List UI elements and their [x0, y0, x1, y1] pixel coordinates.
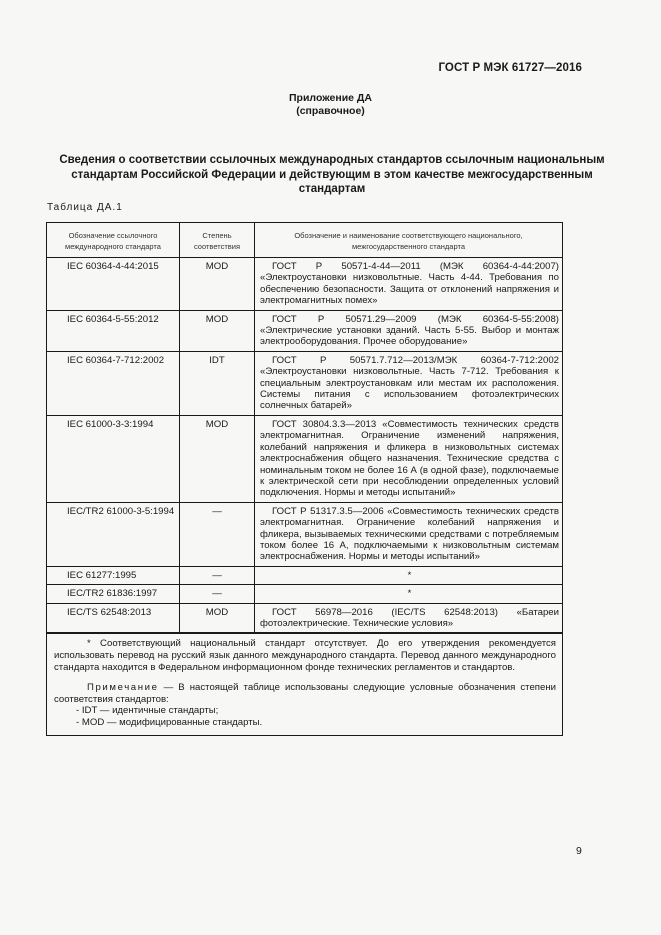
- cell-degree: —: [180, 585, 255, 602]
- note-mod-line: - MOD — модифицированные стандарты.: [76, 716, 263, 728]
- appendix-subtitle: (справочное): [296, 105, 365, 117]
- note-paragraph: [54, 682, 556, 705]
- cell-degree: MOD: [180, 604, 255, 633]
- table-row: [47, 258, 562, 311]
- cell-reference: IEC/TR2 61000-3-5:1994: [47, 503, 180, 566]
- cell-national: ГОСТ Р 50571.29—2009 (МЭК 60364-5-55:2008) «Электрические установки зданий. Часть 5-55. Выбор и монтаж электрооборудования. Прочее оборудование»: [260, 313, 559, 348]
- standard-designation: ГОСТ Р МЭК 61727—2016: [438, 62, 582, 74]
- table-caption: Таблица ДА.1: [47, 202, 123, 213]
- cell-degree: IDT: [180, 352, 255, 415]
- cell-reference: IEC 60364-5-55:2012: [47, 311, 180, 351]
- cell-degree: —: [180, 503, 255, 566]
- cell-national: ГОСТ 30804.3.3—2013 «Совместимость технических средств электромагнитная. Ограничение изменений напряжения, колебаний напряжения и фликера в низковольтных системах электроснабжения общего назначения. Технические средства с номинальным током не более 16 А (в одной фазе), подключаемые к электрической сети при несоблюдении определенных условий подключения. Нормы и методы испытаний»: [260, 418, 559, 499]
- cell-national: ГОСТ Р 50571.7.712—2013/МЭК 60364-7-712:2002 «Электроустановки низковольтные. Часть 7-712. Требования к специальным электроустановкам или местам их расположения. Системы питания с использованием фотоэлектрических солнечных батарей»: [260, 354, 559, 412]
- cell-national: ГОСТ Р 50571-4-44—2011 (МЭК 60364-4-44:2007) «Электроустановки низковольтные. Часть 4-44. Требования по обеспечению безопасности. Защита от отклонений напряжения и электромагнитных помех»: [260, 261, 559, 307]
- page-number: 9: [576, 845, 582, 857]
- table-row: [47, 585, 562, 603]
- cell-reference: IEC 60364-7-712:2002: [47, 352, 180, 415]
- cell-degree: MOD: [180, 416, 255, 502]
- appendix-title: Приложение ДА: [289, 92, 372, 104]
- table-row: [47, 416, 562, 503]
- note-idt-line: - IDT — идентичные стандарты;: [76, 705, 219, 717]
- table-row: [47, 604, 562, 633]
- document-title: Сведения о соответствии ссылочных международных стандартов ссылочным национальным стандартам Российской Федерации и действующим в этом качестве межгосударственным стандартам: [59, 154, 605, 195]
- cell-reference: IEC/TS 62548:2013: [47, 604, 180, 633]
- cell-reference: IEC/TR2 61836:1997: [47, 585, 180, 602]
- appendix-heading: [0, 92, 661, 118]
- table-row: [47, 352, 562, 416]
- table-row: [47, 567, 562, 585]
- table-header-row: [47, 223, 562, 258]
- cell-reference: IEC 61000-3-3:1994: [47, 416, 180, 502]
- footnote-star-text: * Соответствующий национальный стандарт отсутствует. До его утверждения рекомендуется использовать перевод на русский язык данного международного стандарта. Перевод данного международного стандарта находится в Федеральном информационном фонде технических регламентов и стандартов.: [54, 638, 556, 673]
- table-footnote: [47, 632, 562, 734]
- table-row: [47, 503, 562, 567]
- note-text: — В настоящей таблице использованы следующие условные обозначения степени соответствия стандартов:: [54, 682, 556, 705]
- cell-degree: MOD: [180, 258, 255, 310]
- header-national-standard: Обозначение и наименование соответствующего национального, межгосударственного стандарта: [294, 230, 523, 251]
- note-label: Примечание: [87, 682, 159, 694]
- table-row: [47, 311, 562, 352]
- cell-degree: —: [180, 567, 255, 584]
- cell-national: *: [407, 588, 412, 600]
- correspondence-table: [46, 222, 563, 736]
- header-reference-standard: Обозначение ссылочного международного стандарта: [47, 223, 180, 257]
- cell-reference: IEC 60364-4-44:2015: [47, 258, 180, 310]
- cell-degree: MOD: [180, 311, 255, 351]
- cell-national: ГОСТ Р 51317.3.5—2006 «Совместимость технических средств электромагнитная. Ограничение колебаний напряжения и фликера, вызываемых техническими средствами с потребляемым током более 16 А, подключаемыми к низковольтным системам электроснабжения. Нормы и методы испытаний»: [260, 505, 559, 563]
- cell-national: ГОСТ 56978—2016 (IEC/TS 62548:2013) «Батареи фотоэлектрические. Технические условия»: [260, 606, 559, 629]
- header-degree: Степень соответствия: [180, 223, 255, 257]
- cell-national: *: [407, 569, 412, 581]
- cell-reference: IEC 61277:1995: [47, 567, 180, 584]
